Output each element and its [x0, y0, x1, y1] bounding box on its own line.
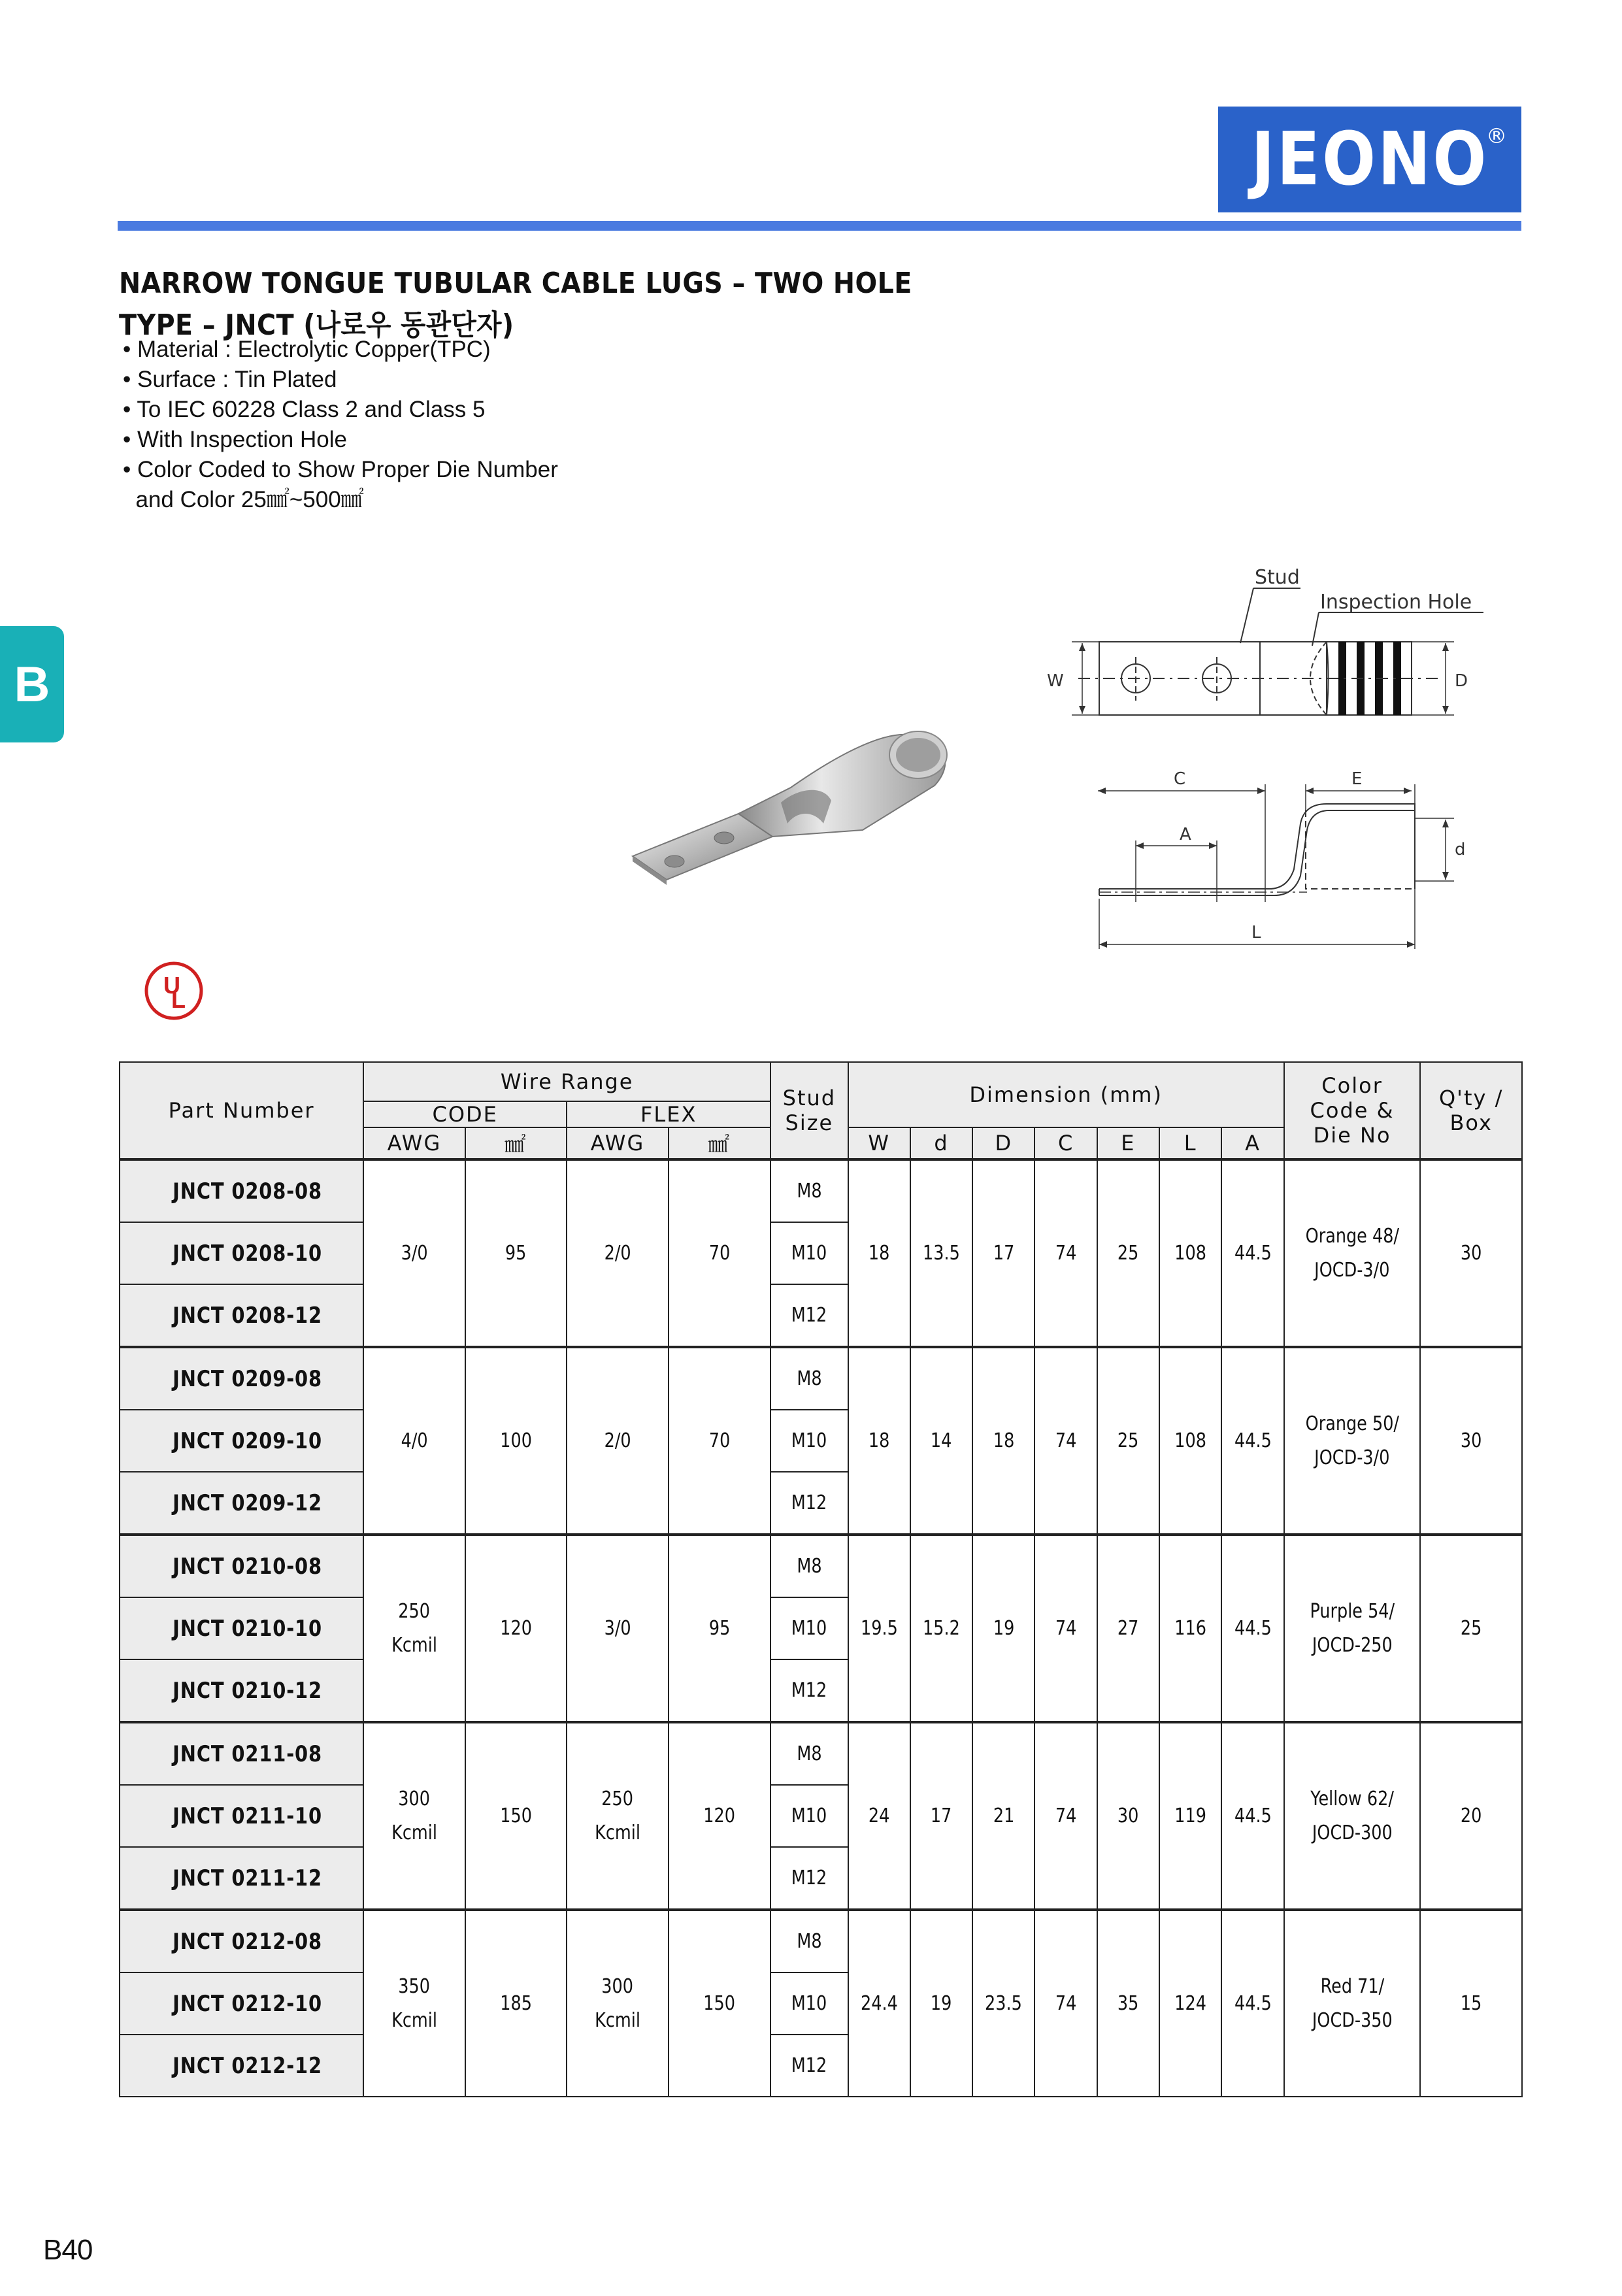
dim-d-cell: 15.2: [910, 1535, 972, 1722]
header-part-number: Part Number: [120, 1062, 363, 1159]
code-mm2-cell: 95: [465, 1159, 567, 1347]
product-title: NARROW TONGUE TUBULAR CABLE LUGS – TWO HOLE: [119, 267, 912, 300]
part-number-cell: JNCT 0212-10: [120, 1972, 363, 2035]
dim-d-cell: 17: [910, 1722, 972, 1910]
dim-c-cell: 74: [1034, 1535, 1097, 1722]
ul-certification-icon: [144, 961, 204, 1021]
dim-d-cell: 21: [972, 1722, 1034, 1910]
feature-item: • Surface : Tin Plated: [123, 367, 337, 392]
dim-w-cell: 18: [848, 1347, 910, 1535]
color-code-cell: Red 71/ JOCD-350: [1284, 1910, 1421, 2097]
header-code-awg: AWG: [363, 1127, 465, 1159]
table-row: [120, 1347, 1522, 1410]
dim-w-cell: 18: [848, 1159, 910, 1347]
part-number-cell: JNCT 0212-08: [120, 1910, 363, 1972]
flex-awg-cell: 3/0: [567, 1535, 669, 1722]
header-code-mm2: ㎟: [465, 1127, 567, 1159]
flex-awg-cell: 2/0: [567, 1159, 669, 1347]
dim-a-cell: 44.5: [1221, 1159, 1283, 1347]
part-number-cell: JNCT 0208-12: [120, 1284, 363, 1347]
dim-e-cell: 35: [1097, 1910, 1159, 2097]
dim-c-cell: 74: [1034, 1347, 1097, 1535]
part-number-cell: JNCT 0212-12: [120, 2035, 363, 2097]
dim-d-cell: 17: [972, 1159, 1034, 1347]
dim-c-cell: 74: [1034, 1722, 1097, 1910]
header-dim-d-large: D: [972, 1127, 1034, 1159]
dimension-diagram: [1019, 562, 1490, 967]
stud-size-cell: M8: [770, 1535, 848, 1597]
stud-size-cell: M12: [770, 2035, 848, 2097]
part-number-cell: JNCT 0211-10: [120, 1785, 363, 1847]
dim-d-cell: 18: [972, 1347, 1034, 1535]
part-number-cell: JNCT 0211-12: [120, 1847, 363, 1910]
dim-d-cell: 23.5: [972, 1910, 1034, 2097]
part-number-cell: JNCT 0210-12: [120, 1659, 363, 1722]
d-lower-label: d: [1455, 840, 1466, 859]
a-label: A: [1180, 825, 1191, 844]
brand-name: JEONO: [1251, 117, 1489, 202]
header-flex-awg: AWG: [567, 1127, 669, 1159]
stud-size-cell: M10: [770, 1222, 848, 1284]
header-code: CODE: [363, 1101, 567, 1127]
flex-awg-cell: 2/0: [567, 1347, 669, 1535]
page-number: B40: [43, 2234, 93, 2266]
registered-mark: ®: [1486, 124, 1507, 148]
header-dimension: Dimension (mm): [848, 1062, 1284, 1127]
flex-awg-cell: 300 Kcmil: [567, 1910, 669, 2097]
dim-c-cell: 74: [1034, 1159, 1097, 1347]
w-label: W: [1047, 671, 1064, 691]
code-awg-cell: 4/0: [363, 1347, 465, 1535]
part-number-cell: JNCT 0208-08: [120, 1159, 363, 1222]
part-number-cell: JNCT 0209-12: [120, 1472, 363, 1535]
flex-mm2-cell: 70: [669, 1159, 771, 1347]
stud-size-cell: M12: [770, 1847, 848, 1910]
code-awg-cell: 350 Kcmil: [363, 1910, 465, 2097]
code-mm2-cell: 100: [465, 1347, 567, 1535]
specification-table: [119, 1061, 1523, 2097]
code-mm2-cell: 150: [465, 1722, 567, 1910]
inspection-hole-label: Inspection Hole: [1320, 591, 1472, 614]
code-awg-cell: 250 Kcmil: [363, 1535, 465, 1722]
header-dim-a: A: [1221, 1127, 1283, 1159]
code-awg-cell: 300 Kcmil: [363, 1722, 465, 1910]
flex-mm2-cell: 70: [669, 1347, 771, 1535]
qty-box-cell: 20: [1420, 1722, 1522, 1910]
dim-e-cell: 25: [1097, 1347, 1159, 1535]
dim-d-cell: 14: [910, 1347, 972, 1535]
stud-size-cell: M8: [770, 1159, 848, 1222]
stud-size-cell: M12: [770, 1284, 848, 1347]
dim-w-cell: 24.4: [848, 1910, 910, 2097]
header-dim-c: C: [1034, 1127, 1097, 1159]
table-row: [120, 1535, 1522, 1597]
header-dim-w: W: [848, 1127, 910, 1159]
dim-d-cell: 19: [910, 1910, 972, 2097]
dim-l-cell: 108: [1159, 1347, 1221, 1535]
part-number-cell: JNCT 0209-08: [120, 1347, 363, 1410]
stud-size-cell: M10: [770, 1972, 848, 2035]
table-row: [120, 1722, 1522, 1785]
qty-box-cell: 30: [1420, 1159, 1522, 1347]
d-upper-label: D: [1455, 671, 1468, 691]
qty-box-cell: 15: [1420, 1910, 1522, 2097]
feature-item: • To IEC 60228 Class 2 and Class 5: [123, 397, 486, 422]
e-label: E: [1351, 769, 1363, 789]
flex-awg-cell: 250 Kcmil: [567, 1722, 669, 1910]
part-number-cell: JNCT 0211-08: [120, 1722, 363, 1785]
code-awg-cell: 3/0: [363, 1159, 465, 1347]
dim-a-cell: 44.5: [1221, 1722, 1283, 1910]
svg-text:U: U: [163, 972, 180, 999]
header-wire-range: Wire Range: [363, 1062, 770, 1101]
dim-l-cell: 119: [1159, 1722, 1221, 1910]
dim-l-cell: 108: [1159, 1159, 1221, 1347]
feature-item: • Material : Electrolytic Copper(TPC): [123, 337, 491, 362]
section-tab: B: [0, 626, 64, 742]
l-label: L: [1251, 923, 1261, 942]
code-mm2-cell: 185: [465, 1910, 567, 2097]
product-image: [627, 725, 974, 915]
stud-size-cell: M8: [770, 1722, 848, 1785]
stud-size-cell: M10: [770, 1785, 848, 1847]
flex-mm2-cell: 150: [669, 1910, 771, 2097]
header-color-code: Color Code & Die No: [1284, 1062, 1421, 1159]
feature-item: and Color 25㎟~500㎟: [123, 487, 364, 512]
header-flex-mm2: ㎟: [669, 1127, 771, 1159]
dim-e-cell: 27: [1097, 1535, 1159, 1722]
header-dim-e: E: [1097, 1127, 1159, 1159]
code-mm2-cell: 120: [465, 1535, 567, 1722]
stud-size-cell: M8: [770, 1910, 848, 1972]
stud-size-cell: M8: [770, 1347, 848, 1410]
dim-l-cell: 116: [1159, 1535, 1221, 1722]
part-number-cell: JNCT 0210-10: [120, 1597, 363, 1659]
dim-e-cell: 30: [1097, 1722, 1159, 1910]
stud-size-cell: M12: [770, 1659, 848, 1722]
flex-mm2-cell: 120: [669, 1722, 771, 1910]
qty-box-cell: 25: [1420, 1535, 1522, 1722]
product-type: TYPE – JNCT (나로우 동관단자): [119, 308, 514, 342]
dim-d-cell: 19: [972, 1535, 1034, 1722]
dim-w-cell: 19.5: [848, 1535, 910, 1722]
dim-e-cell: 25: [1097, 1159, 1159, 1347]
header-dim-d-small: d: [910, 1127, 972, 1159]
qty-box-cell: 30: [1420, 1347, 1522, 1535]
stud-size-cell: M10: [770, 1597, 848, 1659]
header-qty-box: Q'ty / Box: [1420, 1062, 1522, 1159]
flex-mm2-cell: 95: [669, 1535, 771, 1722]
dim-d-cell: 13.5: [910, 1159, 972, 1347]
dim-a-cell: 44.5: [1221, 1347, 1283, 1535]
dim-c-cell: 74: [1034, 1910, 1097, 2097]
feature-item: • Color Coded to Show Proper Die Number: [123, 457, 558, 482]
table-row: [120, 1159, 1522, 1222]
c-label: C: [1174, 769, 1186, 789]
header-stud-size: Stud Size: [770, 1062, 848, 1159]
dim-l-cell: 124: [1159, 1910, 1221, 2097]
dim-w-cell: 24: [848, 1722, 910, 1910]
color-code-cell: Orange 50/ JOCD-3/0: [1284, 1347, 1421, 1535]
dim-a-cell: 44.5: [1221, 1910, 1283, 2097]
feature-list: [123, 335, 558, 515]
part-number-cell: JNCT 0208-10: [120, 1222, 363, 1284]
color-code-cell: Yellow 62/ JOCD-300: [1284, 1722, 1421, 1910]
part-number-cell: JNCT 0210-08: [120, 1535, 363, 1597]
color-code-cell: Orange 48/ JOCD-3/0: [1284, 1159, 1421, 1347]
svg-text:L: L: [171, 986, 186, 1013]
stud-label: Stud: [1255, 566, 1300, 589]
stud-size-cell: M12: [770, 1472, 848, 1535]
stud-size-cell: M10: [770, 1410, 848, 1472]
brand-logo: [1218, 107, 1521, 212]
header-rule: [118, 221, 1521, 231]
feature-item: • With Inspection Hole: [123, 427, 347, 452]
part-number-cell: JNCT 0209-10: [120, 1410, 363, 1472]
table-row: [120, 1910, 1522, 1972]
dim-a-cell: 44.5: [1221, 1535, 1283, 1722]
header-dim-l: L: [1159, 1127, 1221, 1159]
color-code-cell: Purple 54/ JOCD-250: [1284, 1535, 1421, 1722]
header-flex: FLEX: [567, 1101, 770, 1127]
